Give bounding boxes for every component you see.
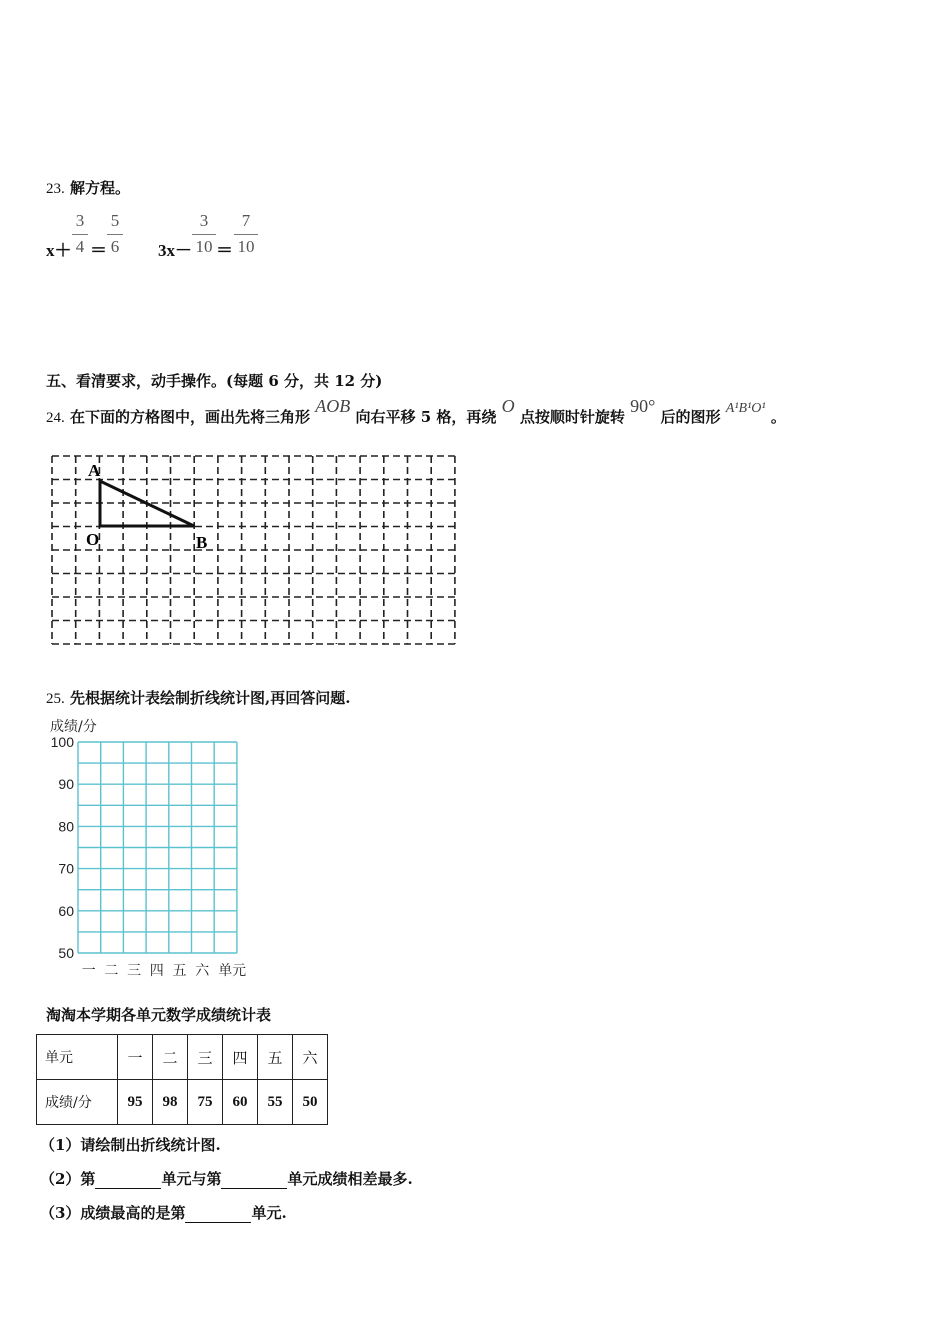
chart-y-label: 成绩/分 — [50, 719, 97, 735]
answer-blank-3[interactable] — [185, 1204, 251, 1223]
x-tick-label: 三 — [127, 963, 142, 979]
table-cell-unit: 六 — [293, 1035, 328, 1080]
q24-math-90: 90° — [630, 396, 656, 416]
x-tick-label: 一 — [81, 963, 96, 979]
table-cell-unit: 二 — [153, 1035, 188, 1080]
q23-heading — [46, 177, 130, 198]
table-cell-unit: 四 — [223, 1035, 258, 1080]
eq2-fraction-2 — [234, 210, 258, 257]
eq1-equals: ＝ — [90, 241, 107, 260]
eq1-f2-num: 5 — [110, 211, 120, 230]
eq1-fraction-1 — [72, 210, 88, 257]
table-title: 淘淘本学期各单元数学成绩统计表 — [46, 1006, 272, 1024]
point-o-label: O — [86, 530, 100, 549]
answer-blank-2b[interactable] — [221, 1170, 287, 1189]
y-tick-label: 50 — [58, 945, 74, 961]
sub3-part-a: （3）成绩最高的是第 — [40, 1204, 186, 1222]
table-cell-score: 98 — [153, 1080, 188, 1125]
y-tick-label: 70 — [58, 860, 74, 877]
table-header-unit: 单元 — [37, 1035, 118, 1080]
q23-title: 解方程。 — [69, 179, 130, 197]
y-tick-label: 100 — [50, 734, 74, 750]
eq2-f2-num: 7 — [241, 211, 251, 230]
q25-heading — [46, 687, 350, 708]
table-cell-unit: 一 — [118, 1035, 153, 1080]
eq1-f1-num: 3 — [75, 211, 85, 230]
table-cell-score: 95 — [118, 1080, 153, 1125]
table-cell-unit: 五 — [258, 1035, 293, 1080]
point-b-label: B — [196, 533, 208, 552]
sub2-part-a: （2）第 — [40, 1170, 96, 1188]
eq2-f1-den: 10 — [195, 237, 213, 256]
x-tick-label: 五 — [172, 963, 187, 979]
sub3-part-b: 单元. — [251, 1204, 287, 1222]
eq1-f1-den: 4 — [75, 237, 85, 256]
q24-text-a: 在下面的方格图中，画出先将三角形 — [69, 408, 310, 426]
q24-grid-figure — [44, 448, 464, 654]
sub2-part-b: 单元与第 — [161, 1170, 222, 1188]
q25-title: 先根据统计表绘制折线统计图,再回答问题. — [69, 689, 351, 707]
answer-blank-2a[interactable] — [95, 1170, 161, 1189]
q23-number: 23. — [46, 181, 65, 197]
sub-question-1: （1）请绘制出折线统计图. — [40, 1136, 221, 1154]
dashed-grid — [52, 456, 455, 644]
chart-x-ticks — [82, 963, 247, 979]
q24-text-e: 。 — [770, 408, 786, 426]
eq1-f2-den: 6 — [110, 237, 120, 256]
eq2-lhs: 3x－ — [158, 241, 192, 260]
table-cell-score: 50 — [293, 1080, 328, 1125]
point-a-label: A — [88, 461, 101, 480]
eq1-lhs: x＋ — [46, 241, 72, 260]
section5-title: 五、看清要求，动手操作。(每题 6 分，共 12 分) — [46, 372, 383, 390]
score-table — [36, 1034, 328, 1125]
table-row-scores — [37, 1080, 328, 1125]
q24-text-c: 点按顺时针旋转 — [519, 408, 625, 426]
q25-number: 25. — [46, 691, 65, 707]
table-row-units — [37, 1035, 328, 1080]
q24-math-o: O — [501, 396, 515, 416]
chart-grid — [78, 742, 237, 953]
table-cell-score: 55 — [258, 1080, 293, 1125]
x-axis-label: 单元 — [218, 963, 247, 979]
eq1-fraction-2 — [107, 210, 123, 257]
y-tick-label: 90 — [58, 776, 74, 793]
table-header-score: 成绩/分 — [37, 1080, 118, 1125]
table-cell-score: 75 — [188, 1080, 223, 1125]
y-tick-label: 80 — [58, 818, 74, 835]
q24-math-a1b1o1: A¹B¹O¹ — [725, 401, 766, 416]
sub-question-3 — [40, 1202, 287, 1223]
eq2-f1-num: 3 — [199, 211, 209, 230]
eq2-f2-den: 10 — [237, 237, 255, 256]
eq2-fraction-1 — [192, 210, 216, 257]
x-tick-label: 六 — [195, 963, 210, 979]
q24-text — [46, 396, 786, 427]
sub2-part-c: 单元成绩相差最多. — [287, 1170, 413, 1188]
line-chart — [40, 734, 280, 984]
q24-math-aob: AOB — [315, 396, 351, 416]
x-tick-label: 四 — [149, 963, 164, 979]
q24-text-d: 后的图形 — [660, 408, 721, 426]
sub-question-2 — [40, 1168, 413, 1189]
q24-number: 24. — [46, 410, 65, 426]
table-cell-unit: 三 — [188, 1035, 223, 1080]
chart-y-ticks — [51, 734, 75, 961]
table-cell-score: 60 — [223, 1080, 258, 1125]
q24-text-b: 向右平移 5 格，再绕 — [355, 408, 497, 426]
y-tick-label: 60 — [58, 902, 74, 919]
eq2-equals: ＝ — [216, 241, 233, 260]
x-tick-label: 二 — [104, 963, 119, 979]
